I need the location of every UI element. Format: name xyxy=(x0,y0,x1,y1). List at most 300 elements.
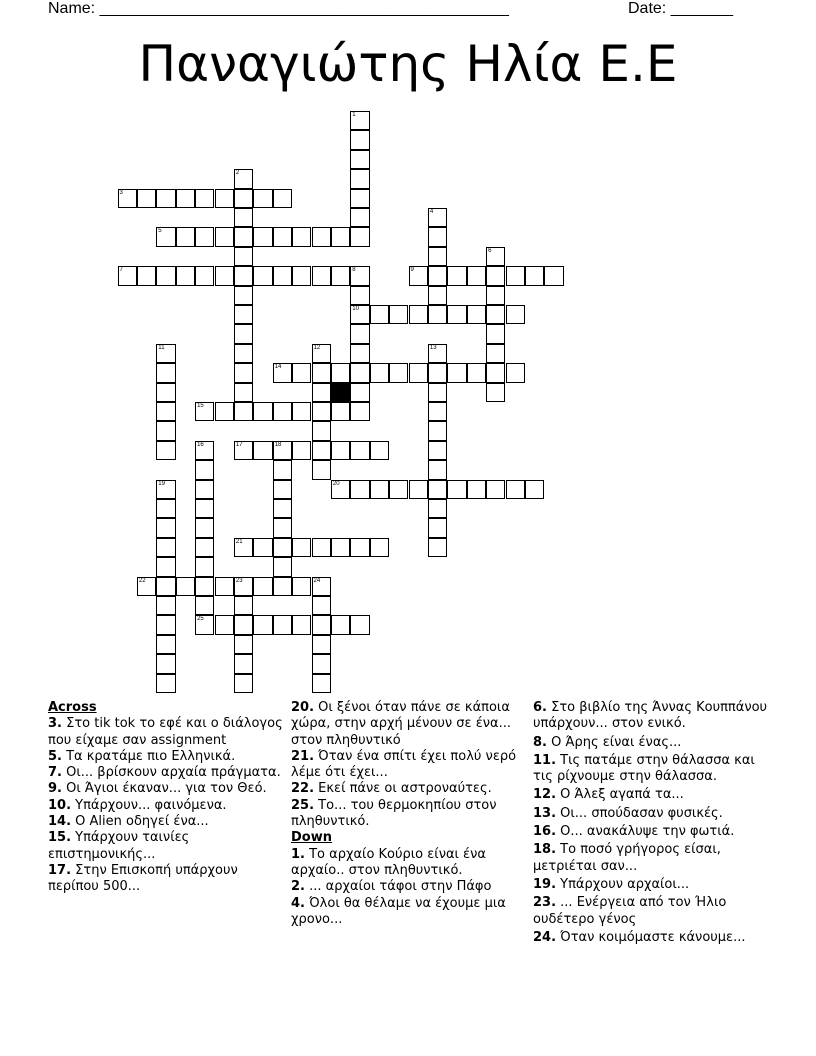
clue-8 xyxy=(533,735,768,751)
clue-number: 11. xyxy=(533,752,557,768)
grid-cell[interactable] xyxy=(331,363,350,382)
grid-cell[interactable] xyxy=(195,460,214,479)
grid-cell[interactable] xyxy=(312,654,331,673)
grid-cell[interactable] xyxy=(486,383,505,402)
grid-cell[interactable] xyxy=(156,266,175,285)
clue-text: Υπάρχουν ταινίες επιστημονικής... xyxy=(48,830,190,862)
clue-23 xyxy=(533,895,768,928)
grid-cell[interactable] xyxy=(350,305,369,324)
grid-cell[interactable] xyxy=(195,227,214,246)
cell-number: 9 xyxy=(410,267,414,274)
cell-number: 21 xyxy=(235,538,243,545)
grid-cell[interactable] xyxy=(292,538,311,557)
clue-text: Όταν κοιμόμαστε κάνουμε... xyxy=(556,929,746,945)
grid-cell[interactable] xyxy=(544,266,563,285)
grid-cell[interactable] xyxy=(118,189,137,208)
grid-cell[interactable] xyxy=(428,460,447,479)
grid-cell[interactable] xyxy=(486,247,505,266)
clue-text: Οι ξένοι όταν πάνε σε κάποια χώρα, στην αρχή μένουν σε ένα... στον πληθυντικό xyxy=(291,700,511,748)
grid-cell[interactable] xyxy=(331,538,350,557)
clue-number: 3. xyxy=(48,716,62,732)
grid-cell[interactable] xyxy=(176,189,195,208)
cell-number: 16 xyxy=(197,441,204,448)
grid-cell[interactable] xyxy=(273,460,292,479)
grid-cell[interactable] xyxy=(273,402,292,421)
clue-15 xyxy=(48,830,283,863)
clue-12 xyxy=(533,787,768,803)
cell-number: 22 xyxy=(138,577,146,584)
clue-6 xyxy=(533,700,768,733)
grid-cell[interactable] xyxy=(428,441,447,460)
grid-cell[interactable] xyxy=(156,538,175,557)
grid-cell[interactable] xyxy=(234,596,253,615)
across-heading: Across xyxy=(48,700,97,715)
grid-cell[interactable] xyxy=(273,538,292,557)
grid-cell[interactable] xyxy=(195,441,214,460)
grid-cell[interactable] xyxy=(350,402,369,421)
cell-number: 2 xyxy=(235,170,240,177)
clue-text: Ο... ανακάλυψε την φωτιά. xyxy=(556,824,735,840)
grid-cell[interactable] xyxy=(234,538,253,557)
clue-number: 7. xyxy=(48,765,62,781)
grid-cell[interactable] xyxy=(176,266,195,285)
clue-number: 24. xyxy=(533,929,557,945)
clue-24 xyxy=(533,930,768,946)
grid-cell[interactable] xyxy=(234,654,253,673)
grid-cell[interactable] xyxy=(273,480,292,499)
down-heading: Down xyxy=(291,830,332,846)
grid-cell[interactable] xyxy=(156,480,175,499)
grid-cell[interactable] xyxy=(195,577,214,596)
grid-cell[interactable] xyxy=(234,266,253,285)
clue-text: ... αρχαίοι τάφοι στην Πάφο xyxy=(304,879,492,895)
grid-cell[interactable] xyxy=(156,499,175,518)
grid-cell[interactable] xyxy=(389,363,408,382)
grid-cell[interactable] xyxy=(215,266,234,285)
grid-cell[interactable] xyxy=(312,635,331,654)
cell-number: 7 xyxy=(119,267,123,274)
cell-number: 10 xyxy=(352,306,359,312)
grid-cell[interactable] xyxy=(234,247,253,266)
grid-cell[interactable] xyxy=(156,402,175,421)
grid-cell[interactable] xyxy=(312,266,331,285)
grid-cell[interactable] xyxy=(350,169,369,188)
grid-cell[interactable] xyxy=(234,227,253,246)
clue-number: 16. xyxy=(533,824,557,840)
grid-cell[interactable] xyxy=(331,227,350,246)
clue-1 xyxy=(291,847,526,880)
grid-cell[interactable] xyxy=(467,305,486,324)
grid-cell[interactable] xyxy=(292,363,311,382)
clue-19 xyxy=(533,877,768,893)
clue-text: Υπάρχουν αρχαίοι... xyxy=(556,876,690,892)
grid-cell[interactable] xyxy=(428,421,447,440)
clue-16 xyxy=(533,824,768,840)
grid-cell[interactable] xyxy=(428,363,447,382)
clue-text: Όλοι θα θέλαμε να έχουμε μια χρονο... xyxy=(291,895,506,927)
grid-cell[interactable] xyxy=(234,189,253,208)
grid-cell[interactable] xyxy=(350,383,369,402)
cell-number: 14 xyxy=(274,364,282,371)
grid-cell[interactable] xyxy=(428,499,447,518)
cell-number: 23 xyxy=(235,577,243,584)
clue-text: Οι... σπούδασαν φυσικές. xyxy=(556,805,723,821)
grid-cell[interactable] xyxy=(506,305,525,324)
grid-cell[interactable] xyxy=(525,480,544,499)
grid-cell[interactable] xyxy=(350,344,369,363)
clue-14 xyxy=(48,814,283,830)
grid-cell[interactable] xyxy=(428,286,447,305)
grid-cell[interactable] xyxy=(350,189,369,208)
grid-cell[interactable] xyxy=(428,480,447,499)
grid-cell[interactable] xyxy=(370,363,389,382)
clue-10 xyxy=(48,798,283,814)
grid-cell[interactable] xyxy=(156,421,175,440)
grid-cell[interactable] xyxy=(156,441,175,460)
grid-cell[interactable] xyxy=(428,402,447,421)
grid-cell[interactable] xyxy=(486,363,505,382)
grid-cell[interactable] xyxy=(253,227,272,246)
clue-text: Στο tik tok το εφέ και ο διάλογος που είχαμε σαν assignment xyxy=(48,716,283,748)
grid-cell[interactable] xyxy=(234,615,253,634)
grid-cell[interactable] xyxy=(525,266,544,285)
grid-cell[interactable] xyxy=(350,441,369,460)
grid-cell[interactable] xyxy=(156,383,175,402)
clue-number: 6. xyxy=(533,700,547,715)
grid-cell[interactable] xyxy=(447,363,466,382)
clue-text: Οι... βρίσκουν αρχαία πράγματα. xyxy=(61,765,281,781)
grid-cell[interactable] xyxy=(273,363,292,382)
clue-3 xyxy=(48,716,283,749)
grid-cell[interactable] xyxy=(234,383,253,402)
clue-text: Τις πατάμε στην θάλασσα και τις ρίχνουμε στην θάλασσα. xyxy=(533,752,755,785)
clue-number: 17. xyxy=(48,862,72,878)
clue-number: 5. xyxy=(48,748,62,764)
grid-cell[interactable] xyxy=(195,480,214,499)
grid-cell[interactable] xyxy=(292,441,311,460)
clue-text: ... Ενέργεια από τον Ήλιο ουδέτερο γένος xyxy=(533,895,727,927)
grid-cell[interactable] xyxy=(409,480,428,499)
grid-cell[interactable] xyxy=(234,363,253,382)
grid-cell[interactable] xyxy=(156,227,175,246)
grid-cell[interactable] xyxy=(253,266,272,285)
grid-cell[interactable] xyxy=(195,499,214,518)
clue-text: Το... του θερμοκηπίου στον πληθυντικό. xyxy=(291,797,497,830)
clue-11 xyxy=(533,753,768,786)
clue-text: Τα κρατάμε πιο Ελληνικά. xyxy=(61,748,236,764)
grid-cell[interactable] xyxy=(215,402,234,421)
grid-cell[interactable] xyxy=(137,189,156,208)
grid-cell[interactable] xyxy=(195,189,214,208)
cell-number: 15 xyxy=(197,403,204,409)
black-square xyxy=(331,383,350,402)
grid-cell[interactable] xyxy=(292,402,311,421)
grid-cell[interactable] xyxy=(447,305,466,324)
clue-text: Όταν ένα σπίτι έχει πολύ νερό λέμε ότι έχει... xyxy=(291,748,517,781)
clue-13 xyxy=(533,806,768,822)
grid-cell[interactable] xyxy=(312,460,331,479)
clue-5 xyxy=(48,749,283,765)
grid-cell[interactable] xyxy=(467,480,486,499)
clue-number: 8. xyxy=(533,734,547,750)
grid-cell[interactable] xyxy=(195,615,214,634)
grid-cell[interactable] xyxy=(428,227,447,246)
grid-cell[interactable] xyxy=(486,286,505,305)
clue-9 xyxy=(48,781,283,797)
grid-cell[interactable] xyxy=(234,208,253,227)
clue-number: 15. xyxy=(48,830,72,846)
grid-cell[interactable] xyxy=(389,305,408,324)
grid-cell[interactable] xyxy=(428,383,447,402)
grid-cell[interactable] xyxy=(350,286,369,305)
grid-cell[interactable] xyxy=(195,596,214,615)
grid-cell[interactable] xyxy=(312,674,331,693)
clue-7 xyxy=(48,765,283,781)
grid-cell[interactable] xyxy=(156,577,175,596)
grid-cell[interactable] xyxy=(350,324,369,343)
grid-cell[interactable] xyxy=(428,247,447,266)
clue-text: Ο Άρης είναι ένας... xyxy=(546,734,682,750)
cell-number: 12 xyxy=(313,344,321,351)
grid-cell[interactable] xyxy=(350,208,369,227)
grid-cell[interactable] xyxy=(506,266,525,285)
grid-cell[interactable] xyxy=(428,518,447,537)
clue-number: 22. xyxy=(291,781,315,797)
grid-cell[interactable] xyxy=(312,538,331,557)
grid-cell[interactable] xyxy=(195,518,214,537)
grid-cell[interactable] xyxy=(428,305,447,324)
grid-cell[interactable] xyxy=(156,615,175,634)
cell-number: 3 xyxy=(119,189,123,196)
grid-cell[interactable] xyxy=(370,441,389,460)
grid-cell[interactable] xyxy=(156,557,175,576)
clue-text: Ο Alien οδηγεί ένα... xyxy=(71,814,209,830)
clue-text: Υπάρχουν... φαινόμενα. xyxy=(71,797,227,813)
grid-cell[interactable] xyxy=(312,441,331,460)
clue-number: 4. xyxy=(291,895,305,911)
grid-cell[interactable] xyxy=(312,577,331,596)
grid-cell[interactable] xyxy=(137,577,156,596)
grid-cell[interactable] xyxy=(312,227,331,246)
grid-cell[interactable] xyxy=(273,227,292,246)
grid-cell[interactable] xyxy=(331,402,350,421)
grid-cell[interactable] xyxy=(234,305,253,324)
grid-cell[interactable] xyxy=(331,615,350,634)
grid-cell[interactable] xyxy=(273,499,292,518)
grid-cell[interactable] xyxy=(467,266,486,285)
grid-cell[interactable] xyxy=(234,635,253,654)
clue-text: Το αρχαίο Κούριο είναι ένα αρχαίο.. στον πληθυντικό. xyxy=(291,846,486,878)
grid-cell[interactable] xyxy=(215,189,234,208)
grid-cell[interactable] xyxy=(253,189,272,208)
clue-text: Ο Άλεξ αγαπά τα... xyxy=(556,787,684,803)
grid-cell[interactable] xyxy=(118,266,137,285)
grid-cell[interactable] xyxy=(467,363,486,382)
clue-4 xyxy=(291,896,526,929)
clue-17 xyxy=(48,863,283,896)
grid-cell[interactable] xyxy=(156,189,175,208)
clue-number: 13. xyxy=(533,805,557,821)
cell-number: 4 xyxy=(429,209,434,215)
cell-number: 5 xyxy=(158,228,162,235)
grid-cell[interactable] xyxy=(273,557,292,576)
grid-cell[interactable] xyxy=(273,518,292,537)
grid-cell[interactable] xyxy=(273,441,292,460)
grid-cell[interactable] xyxy=(350,615,369,634)
grid-cell[interactable] xyxy=(176,227,195,246)
cell-number: 13 xyxy=(429,344,437,351)
grid-cell[interactable] xyxy=(292,615,311,634)
clue-number: 2. xyxy=(291,879,305,895)
grid-cell[interactable] xyxy=(176,577,195,596)
grid-cell[interactable] xyxy=(312,402,331,421)
grid-cell[interactable] xyxy=(428,208,447,227)
name-line[interactable]: Name: ______________________________________________ xyxy=(48,0,509,17)
cell-number: 18 xyxy=(274,441,282,448)
grid-cell[interactable] xyxy=(156,674,175,693)
grid-cell[interactable] xyxy=(350,266,369,285)
grid-cell[interactable] xyxy=(234,286,253,305)
grid-cell[interactable] xyxy=(253,538,272,557)
cell-number: 24 xyxy=(313,577,321,584)
grid-cell[interactable] xyxy=(312,421,331,440)
grid-cell[interactable] xyxy=(273,189,292,208)
grid-cell[interactable] xyxy=(234,169,253,188)
grid-cell[interactable] xyxy=(234,324,253,343)
cell-number: 8 xyxy=(352,267,356,274)
clue-number: 21. xyxy=(291,748,315,764)
grid-cell[interactable] xyxy=(409,266,428,285)
grid-cell[interactable] xyxy=(195,538,214,557)
grid-cell[interactable] xyxy=(312,615,331,634)
clue-20 xyxy=(291,700,526,749)
clue-18 xyxy=(533,842,768,875)
grid-cell[interactable] xyxy=(350,150,369,169)
grid-cell[interactable] xyxy=(428,538,447,557)
clue-number: 19. xyxy=(533,876,557,892)
grid-cell[interactable] xyxy=(234,402,253,421)
clue-number: 18. xyxy=(533,842,557,858)
grid-cell[interactable] xyxy=(312,363,331,382)
grid-cell[interactable] xyxy=(234,441,253,460)
grid-cell[interactable] xyxy=(486,305,505,324)
grid-cell[interactable] xyxy=(350,111,369,130)
grid-cell[interactable] xyxy=(312,344,331,363)
grid-cell[interactable] xyxy=(195,557,214,576)
grid-cell[interactable] xyxy=(156,635,175,654)
clue-25 xyxy=(291,798,526,831)
grid-cell[interactable] xyxy=(273,615,292,634)
clue-number: 25. xyxy=(291,797,315,813)
clue-text: Στην Επισκοπή υπάρχουν περίπου 500... xyxy=(48,862,238,895)
clue-number: 23. xyxy=(533,895,557,911)
grid-cell[interactable] xyxy=(234,344,253,363)
grid-cell[interactable] xyxy=(215,615,234,634)
clue-21 xyxy=(291,749,526,782)
clue-number: 14. xyxy=(48,814,72,830)
grid-cell[interactable] xyxy=(215,227,234,246)
cell-number: 25 xyxy=(197,616,204,623)
grid-cell[interactable] xyxy=(156,518,175,537)
grid-cell[interactable] xyxy=(370,305,389,324)
grid-cell[interactable] xyxy=(350,480,369,499)
grid-cell[interactable] xyxy=(195,402,214,421)
cell-number: 19 xyxy=(158,480,165,487)
grid-cell[interactable] xyxy=(409,363,428,382)
grid-cell[interactable] xyxy=(292,266,311,285)
cell-number: 17 xyxy=(235,441,243,448)
grid-cell[interactable] xyxy=(273,266,292,285)
grid-cell[interactable] xyxy=(253,615,272,634)
grid-cell[interactable] xyxy=(234,674,253,693)
grid-cell[interactable] xyxy=(506,480,525,499)
grid-cell[interactable] xyxy=(428,266,447,285)
clue-text: Εκεί πάνε οι αστροναύτες. xyxy=(314,781,492,797)
grid-cell[interactable] xyxy=(292,577,311,596)
grid-cell[interactable] xyxy=(447,266,466,285)
grid-cell[interactable] xyxy=(156,654,175,673)
page-title: Παναγιώτης Ηλία Ε.Ε xyxy=(138,35,678,93)
grid-cell[interactable] xyxy=(331,441,350,460)
clue-text: Οι Άγιοι έκαναν... για τον Θεό. xyxy=(61,781,267,797)
grid-cell[interactable] xyxy=(350,538,369,557)
grid-cell[interactable] xyxy=(156,344,175,363)
grid-cell[interactable] xyxy=(234,577,253,596)
grid-cell[interactable] xyxy=(137,266,156,285)
grid-cell[interactable] xyxy=(428,344,447,363)
grid-cell[interactable] xyxy=(195,266,214,285)
grid-cell[interactable] xyxy=(253,577,272,596)
grid-cell[interactable] xyxy=(486,324,505,343)
grid-cell[interactable] xyxy=(273,577,292,596)
clue-number: 1. xyxy=(291,846,305,862)
cell-number: 11 xyxy=(158,344,165,351)
grid-cell[interactable] xyxy=(312,383,331,402)
clues-column-1 xyxy=(48,700,283,896)
grid-cell[interactable] xyxy=(292,227,311,246)
date-line[interactable]: Date: _______ xyxy=(628,0,733,17)
grid-cell[interactable] xyxy=(156,596,175,615)
clue-22 xyxy=(291,781,526,797)
grid-cell[interactable] xyxy=(409,305,428,324)
grid-cell[interactable] xyxy=(350,130,369,149)
cell-number: 20 xyxy=(332,480,340,487)
clue-number: 9. xyxy=(48,781,62,797)
clues-column-2 xyxy=(291,700,526,928)
grid-cell[interactable] xyxy=(253,441,272,460)
grid-cell[interactable] xyxy=(331,480,350,499)
grid-cell[interactable] xyxy=(156,363,175,382)
grid-cell[interactable] xyxy=(253,402,272,421)
clue-number: 20. xyxy=(291,700,315,715)
grid-cell[interactable] xyxy=(215,577,234,596)
grid-cell[interactable] xyxy=(312,596,331,615)
grid-cell[interactable] xyxy=(350,227,369,246)
grid-cell[interactable] xyxy=(370,480,389,499)
grid-cell[interactable] xyxy=(486,480,505,499)
grid-cell[interactable] xyxy=(506,363,525,382)
grid-cell[interactable] xyxy=(486,266,505,285)
grid-cell[interactable] xyxy=(331,266,350,285)
grid-cell[interactable] xyxy=(389,480,408,499)
clue-number: 10. xyxy=(48,797,72,813)
clue-2 xyxy=(291,879,526,895)
cell-number: 6 xyxy=(488,247,492,254)
grid-cell[interactable] xyxy=(447,480,466,499)
grid-cell[interactable] xyxy=(350,363,369,382)
grid-cell[interactable] xyxy=(486,344,505,363)
grid-cell[interactable] xyxy=(370,538,389,557)
